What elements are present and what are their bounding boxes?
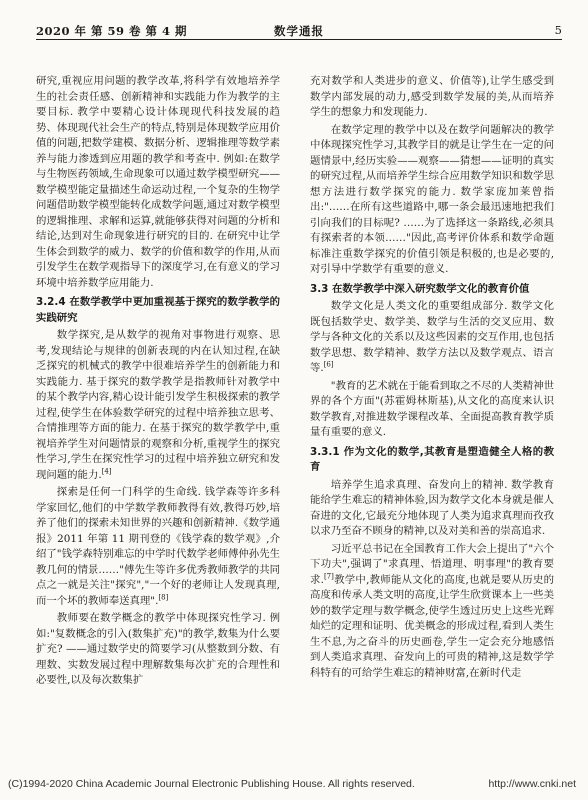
paragraph-text: 数学文化是人类文化的重要组成部分. 数学文化既包括数学史、数学美、数学与生活的交叉应用、数学与各种文化的关系以及这些因素的交互作用,也包括数学思想、数学精神、数学方法以及数学观点、语言等.	[310, 300, 554, 374]
body-paragraph	[310, 299, 554, 377]
body-paragraph: 在数学定理的教学中以及在数学问题解决的教学中体现探究性学习,其教学目的就是让学生在一定的问题情景中,经历实验——观察——猜想——证明的真实的研究过程,从而培养学生综合应用数学知识和数学思想方法进行数学探究的能力. 数学家庞加莱曾指出:"……在所有这些道路中,哪一条会最迅速地把我们引向我们的目标呢? ……为了选择这一条路线,必须具有探索者的本领……"因此,高考评价体系和数学命题标准注重数学探究的价值引领是积极的,也是必要的,对引导中学数学有重要的意义.	[310, 123, 554, 275]
body-paragraph: 培养学生追求真理、奋发向上的精神. 数学教育能给学生难忘的精神体验,因为数学文化本身就是催人奋进的文化,它最充分地体现了人类为追求真理而孜孜以求乃至奋不顾身的精神,以及对美和善的崇高追求.	[310, 478, 554, 537]
header-rule	[36, 39, 562, 40]
body-paragraph: 教师要在数学概念的教学中体现探究性学习. 例如:"复数概念的引入(数集扩充)"的教学,数集为什么要扩充? ——通过数学史的简要学习(从整数到分数、有理数、实数发展过程中理解数集每次扩充的合理性和必要性,以及每次数集扩	[36, 612, 280, 686]
journal-title: 数学通报	[274, 24, 324, 38]
body-paragraph	[36, 485, 280, 609]
subsection-heading: 3.3.1 作为文化的数学,其教育是塑造健全人格的教育	[310, 445, 554, 473]
citation-ref: [7]	[323, 572, 334, 581]
citation-ref: [4]	[101, 467, 112, 476]
copyright-footer	[8, 778, 576, 790]
cnki-link[interactable]: http://www.cnki.net	[488, 778, 576, 790]
section-heading: 3.3 在数学教学中深入研究数学文化的教育价值	[310, 282, 530, 295]
paragraph-text: 教学中,教师能从文化的高度,也就是要从历史的高度和传承人类文明的高度,让学生欣赏课本上一些美妙的数学定理与数学概念,使学生透过历史上这些光辉灿烂的定理和证明、优美概念的形成过程,看到人类生生不息,为之奋斗的历史画卷,学生一定会充分地感悟到人类追求真理、奋发向上的可贵的精神,这是数学学科特有的可给学生难忘的精神财富,在新时代走	[310, 573, 554, 679]
page-number: 5	[554, 23, 562, 37]
running-header	[36, 20, 562, 40]
citation-ref: [8]	[158, 593, 169, 602]
body-paragraph	[310, 542, 554, 682]
paragraph-text: 数学探究,是从数学的视角对事物进行观察、思考,发现结论与规律的创新表现的内在认知过程,在缺乏探究的机械式的教学中很难培养学生的创新能力和实践能力. 基于探究的数学教学是指教师针对教学中的某个教学内容,精心设计能引发学生积极探索的教学过程,使学生在体验数学研究的过程中培养独立思考、合情推理等方面的能力. 在基于探究的数学教学中,重视培养学生对问题情景的观察和分析,重视学生的探究性学习,学生在探究性学习的过程中培养独立研究和发现问题的能力.	[36, 329, 280, 481]
body-paragraph: "教育的艺术就在于能看到取之不尽的人类精神世界的各个方面"(苏霍姆林斯基),从文化的高度来认识数学教育,对推进数学课程改革、全面提高教育教学质量有重要的意义.	[310, 379, 554, 438]
paragraph-text: 习近平总书记在全国教育工作大会上提出了"六个下功夫",强调了"求真理、悟道理、明事理"的教育要求.	[310, 542, 554, 586]
citation-ref: [6]	[323, 360, 334, 369]
body-paragraph: 研究,重视应用问题的教学改革,将科学有效地培养学生的社会责任感、创新精神和实践能力作为教学的主要目标. 教学中要精心设计体现现代科技发展的趋势、体现现代社会生产的特点,特别是体现数学应用价值的问题,把数学建模、数据分析、逻辑推理等数学素养与能力渗透到应用题的教学和考查中. 例如:在数学与生物医药领域,生命现象可以通过数学模型研究——数学模型能定量描述生命运动过程,一个复杂的生物学问题借助数学模型能转化成数学问题,通过对数学模型的逻辑推理、求解和运算,就能够获得对问题的分析和结论,达到对生命现象进行研究的目的. 在研究中让学生体会到数学的威力、数学的价值和数学的作用,从而引发学生在数学观指导下的深度学习,在有意义的学习环境中培养数学应用能力.	[36, 75, 280, 289]
copyright-notice: (C)1994-2020 China Academic Journal Electronic Publishing House. All rights reserved.	[8, 778, 415, 790]
journal-issue-info: 2020 年 第 59 卷 第 4 期	[36, 24, 188, 38]
section-heading: 3.2.4 在数学教学中更加重视基于探究的数学教学的实践研究	[36, 296, 280, 324]
left-column	[36, 74, 280, 691]
right-column	[310, 74, 554, 683]
body-paragraph	[36, 328, 280, 483]
paragraph-text: 探索是任何一门科学的生命线. 钱学森等许多科学家回忆,他们的中学数学教师教得有效,教得巧妙,培养了他们的探索未知世界的兴趣和创新精神.《数学通报》2011 年第 11 期刊登的《钱学森的数学观》,介绍了"钱学森特别难忘的中学时代数学老师傅仲孙先生教几何的情景……"傅先生等许多优秀教师教学的共同点之一就是关注"探究","一个好的老师让人发现真理,而一个坏的教师奉送真理".	[36, 486, 280, 607]
body-paragraph: 充对数学和人类进步的意义、价值等),让学生感受到数学内部发展的动力,感受到数学发展的美,从而培养学生的想象力和发现能力.	[310, 75, 554, 118]
